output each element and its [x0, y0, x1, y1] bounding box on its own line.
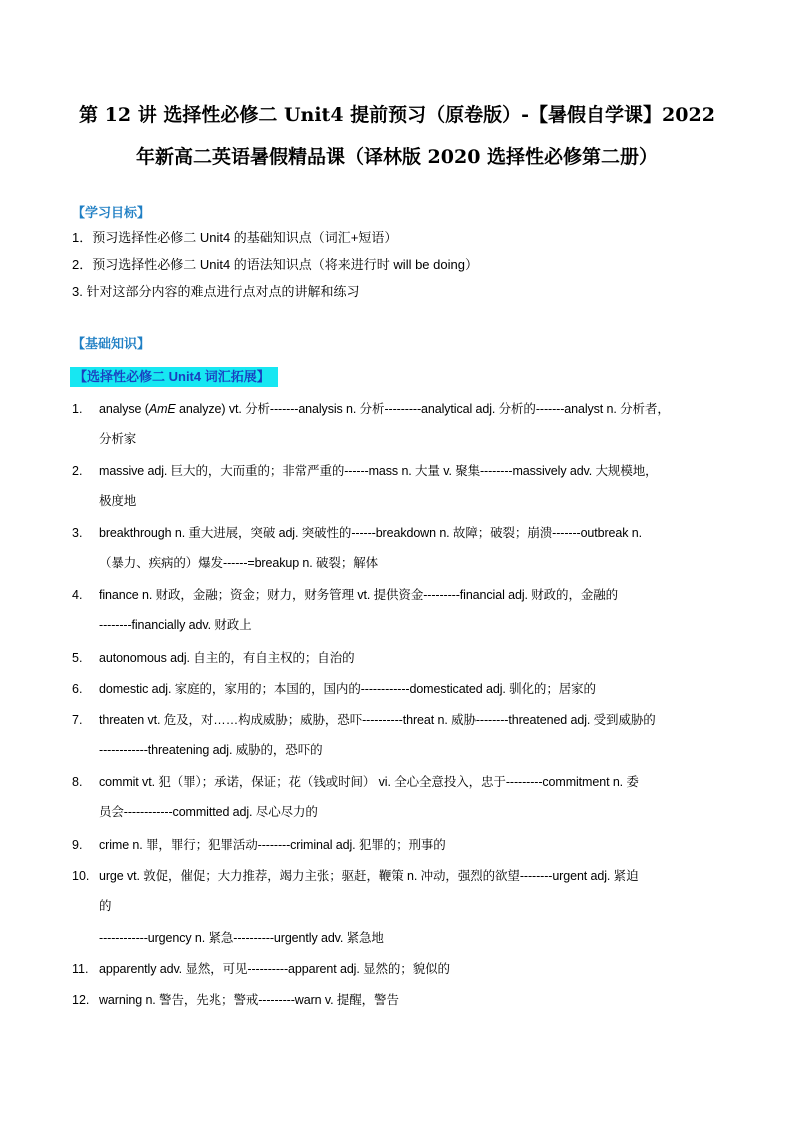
vocab-item-line: urge vt. 敦促，催促；大力推荐，竭力主张；驱赶，鞭策 n. 冲动，强烈的欲望--------urgent adj. 紧迫: [99, 869, 639, 883]
vocab-item-line: finance n. 财政，金融；资金；财力，财务管理 vt. 提供资金---------financial adj. 财政的，金融的: [99, 588, 619, 602]
vocab-item-number: 8.: [72, 775, 83, 789]
vocab-item-number: 6.: [72, 682, 83, 696]
vocab-item-line: ------------threatening adj. 威胁的，恐吓的: [99, 743, 323, 757]
learning-goal-1: 1．预习选择性必修二 Unit4 的基础知识点（词汇+短语）: [72, 230, 398, 245]
vocab-item-line: analyse (AmE analyze) vt. 分析-------analysis n. 分析---------analytical adj. 分析的-------analyst n. 分析者，: [99, 402, 670, 416]
document-title-line-2: 年新高二英语暑假精品课（译林版 2020 选择性必修第二册）: [135, 146, 659, 168]
vocab-item-number: 3.: [72, 526, 83, 540]
vocab-item-number: 4.: [72, 588, 83, 602]
vocab-item-line: domestic adj. 家庭的，家用的；本国的，国内的------------domesticated adj. 驯化的；居家的: [99, 682, 596, 696]
vocab-item-line: 的: [99, 899, 112, 913]
vocab-item-number: 2.: [72, 464, 83, 478]
vocab-item-line: warning n. 警告，先兆；警戒---------warn v. 提醒，警告: [99, 993, 399, 1007]
vocab-item-line: --------financially adv. 财政上: [99, 618, 252, 632]
vocab-item-number: 11.: [72, 962, 89, 976]
vocab-item-line: massive adj. 巨大的，大而重的；非常严重的------mass n. 大量 v. 聚集--------massively adv. 大规模地，: [99, 464, 658, 478]
document-title-line-1: 第 12 讲 选择性必修二 Unit4 提前预习（原卷版）-【暑假自学课】2022: [79, 104, 715, 126]
vocab-item-line: autonomous adj. 自主的，有自主权的；自治的: [99, 651, 355, 665]
vocab-item-line: 员会------------committed adj. 尽心尽力的: [99, 805, 318, 819]
vocab-item-line: apparently adv. 显然，可见----------apparent adj. 显然的；貌似的: [99, 962, 450, 976]
vocab-item-line: crime n. 罪，罪行；犯罪活动--------criminal adj. 犯罪的；刑事的: [99, 838, 446, 852]
vocab-item-number: 12.: [72, 993, 90, 1007]
vocab-item-number: 10.: [72, 869, 90, 883]
vocab-item-number: 5.: [72, 651, 83, 665]
vocab-section-heading: 【选择性必修二 Unit4 词汇拓展】: [70, 367, 278, 387]
basic-knowledge-label: 【基础知识】: [72, 336, 151, 351]
vocab-item-line: commit vt. 犯（罪）；承诺，保证；花（钱或时间） vi. 全心全意投入，忠于---------commitment n. 委: [99, 775, 639, 789]
learning-goal-3: 3. 针对这部分内容的难点进行点对点的讲解和练习: [72, 284, 360, 299]
vocab-item-number: 1.: [72, 402, 83, 416]
learning-goals-label: 【学习目标】: [72, 205, 151, 220]
vocab-item-line: （暴力、疾病的）爆发------=breakup n. 破裂；解体: [99, 556, 379, 570]
vocab-item-number: 7.: [72, 713, 83, 727]
vocab-item-line: ------------urgency n. 紧急----------urgently adv. 紧急地: [99, 931, 384, 945]
vocab-item-line: threaten vt. 危及，对……构成威胁；威胁，恐吓----------threat n. 威胁--------threatened adj. 受到威胁的: [99, 713, 656, 727]
vocab-item-line: breakthrough n. 重大进展，突破 adj. 突破性的------breakdown n. 故障；破裂；崩溃-------outbreak n.: [99, 526, 643, 540]
vocab-item-line: 极度地: [99, 494, 137, 508]
vocab-item-line: 分析家: [99, 432, 137, 446]
vocab-item-number: 9.: [72, 838, 83, 852]
learning-goal-2: 2．预习选择性必修二 Unit4 的语法知识点（将来进行时 will be doing）: [72, 257, 478, 272]
